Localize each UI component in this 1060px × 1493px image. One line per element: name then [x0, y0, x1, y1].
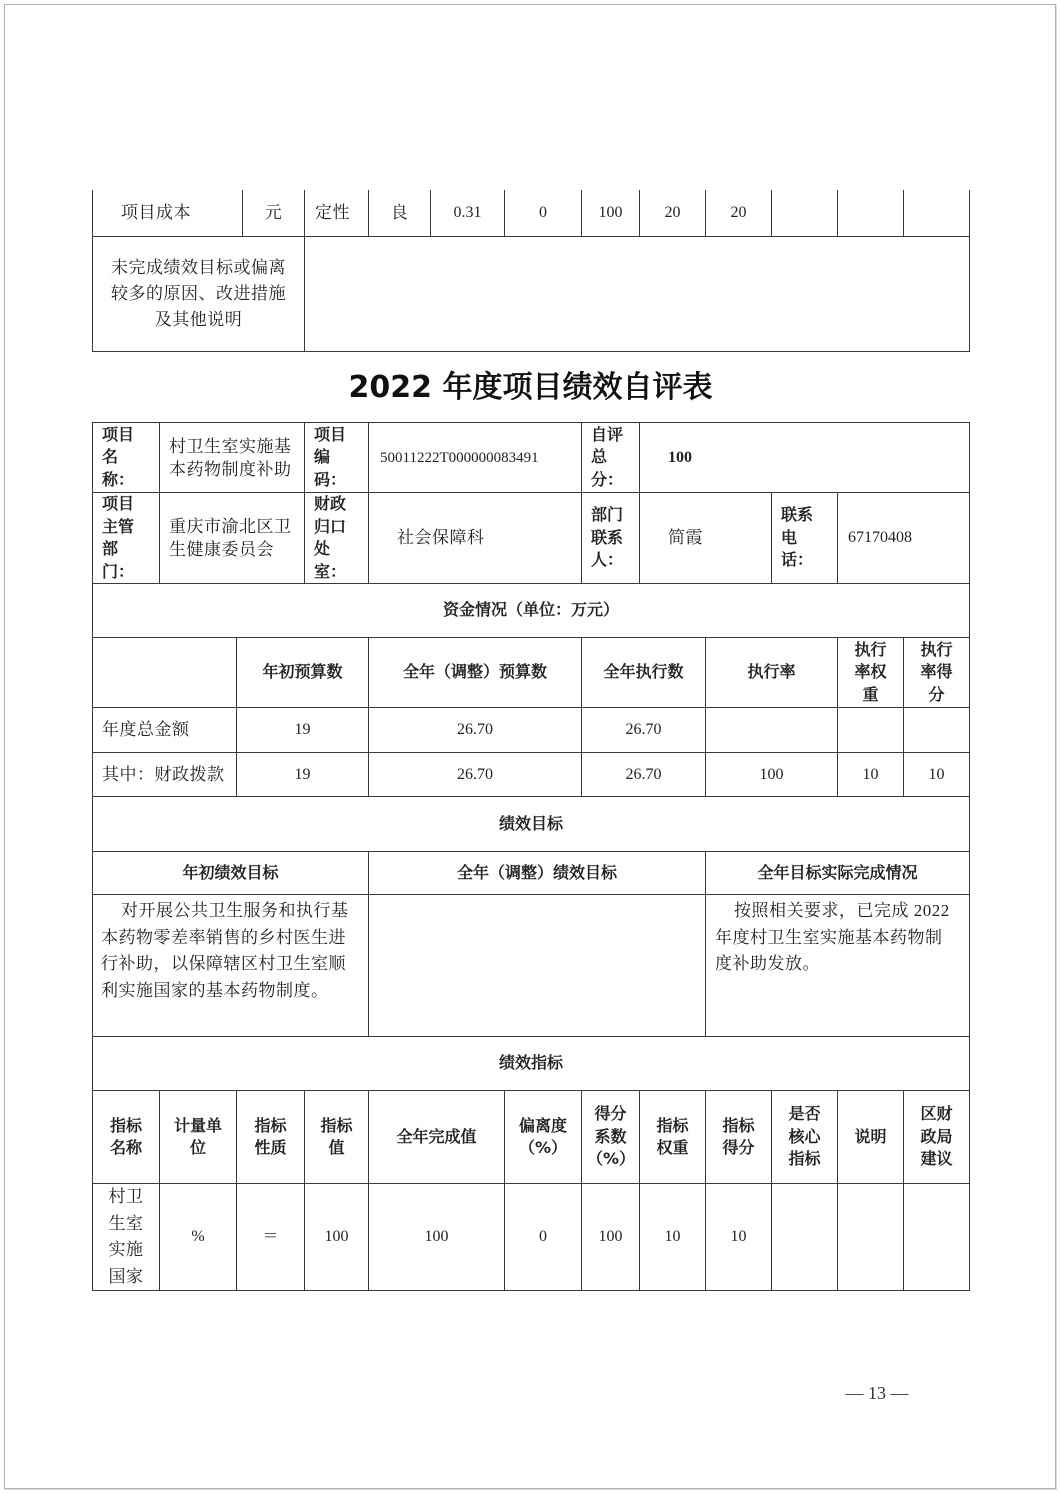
indicator-header-nature: 指标性质	[237, 1091, 305, 1184]
table-row	[93, 1184, 970, 1291]
project-name-label: 项目名称：	[93, 423, 160, 493]
score-coefficient-cell: 100	[582, 190, 640, 236]
page-number: — 13 —	[845, 1383, 909, 1403]
contact-person-label: 部门联系人：	[582, 493, 640, 584]
phone-label: 联系电话：	[772, 493, 838, 584]
indicator-header-weight: 指标权重	[640, 1091, 706, 1184]
deviation-reason-value	[305, 236, 970, 351]
finance-suggestion-cell	[904, 190, 970, 236]
indicator-header-core: 是否核心指标	[772, 1091, 838, 1184]
funds-rate-score-cell: 10	[904, 753, 970, 797]
indicator-header-deviation: 偏离度（%）	[505, 1091, 582, 1184]
indicator-unit-cell: %	[160, 1184, 237, 1291]
goals-section-title: 绩效目标	[93, 797, 970, 852]
goals-header-row	[93, 852, 970, 895]
indicator-deviation-cell: 0	[505, 1184, 582, 1291]
goals-actual-text: 按照相关要求，已完成 2022 年度村卫生室实施基本药物制度补助发放。	[706, 895, 970, 1037]
project-name-value: 村卫生室实施基本药物制度补助	[160, 423, 305, 493]
deviation-reason-label: 未完成绩效目标或偏离较多的原因、改进措施及其他说明	[93, 236, 305, 351]
department-value: 重庆市渝北区卫生健康委员会	[160, 493, 305, 584]
section-header-row	[93, 584, 970, 638]
weight-cell: 20	[640, 190, 706, 236]
table-row	[93, 190, 970, 236]
funds-adjusted-cell: 26.70	[369, 753, 582, 797]
indicator-header-suggestion: 区财政局建议	[904, 1091, 970, 1184]
indicator-name-cell: 村卫生室实施国家	[93, 1184, 160, 1291]
finance-office-label: 财政归口处室：	[305, 493, 369, 584]
indicator-actual-cell: 100	[369, 1184, 505, 1291]
finance-office-value: 社会保障科	[369, 493, 582, 584]
section-header-row	[93, 1037, 970, 1091]
goals-content-row	[93, 895, 970, 1037]
self-evaluation-table	[92, 422, 970, 1291]
funds-rate-score-cell	[904, 708, 970, 753]
actual-value-cell: 0.31	[431, 190, 505, 236]
funds-executed-cell: 26.70	[582, 708, 706, 753]
funds-header-initial: 年初预算数	[237, 638, 369, 708]
indicator-header-remark: 说明	[838, 1091, 904, 1184]
goals-header-adjusted: 全年（调整）绩效目标	[369, 852, 706, 895]
unit-cell: 元	[243, 190, 305, 236]
funds-header-rate-score: 执行率得分	[904, 638, 970, 708]
funds-header-executed: 全年执行数	[582, 638, 706, 708]
funds-row-label: 年度总金额	[93, 708, 237, 753]
target-value-cell: 良	[369, 190, 431, 236]
funds-header-rate: 执行率	[706, 638, 838, 708]
funds-corner-cell	[93, 638, 237, 708]
table-row	[93, 236, 970, 351]
indicator-nature-cell: ＝	[237, 1184, 305, 1291]
goals-header-actual: 全年目标实际完成情况	[706, 852, 970, 895]
funds-rate-cell: 100	[706, 753, 838, 797]
department-label: 项目主管部门：	[93, 493, 160, 584]
funds-rate-cell	[706, 708, 838, 753]
project-code-value: 50011222T000000083491	[369, 423, 582, 493]
funds-header-rate-weight: 执行率权重	[838, 638, 904, 708]
funds-rate-weight-cell: 10	[838, 753, 904, 797]
funds-adjusted-cell: 26.70	[369, 708, 582, 753]
previous-indicator-table	[92, 190, 970, 352]
table-row	[93, 708, 970, 753]
indicator-core-cell	[772, 1184, 838, 1291]
self-score-value: 100	[640, 423, 970, 493]
self-score-label: 自评总分：	[582, 423, 640, 493]
indicator-header-target: 指标值	[305, 1091, 369, 1184]
goals-header-initial: 年初绩效目标	[93, 852, 369, 895]
funds-executed-cell: 26.70	[582, 753, 706, 797]
funds-rate-weight-cell	[838, 708, 904, 753]
nature-cell: 定性	[305, 190, 369, 236]
funds-section-title: 资金情况（单位：万元）	[93, 584, 970, 638]
indicator-header-name: 指标名称	[93, 1091, 160, 1184]
indicator-target-cell: 100	[305, 1184, 369, 1291]
indicator-suggestion-cell	[904, 1184, 970, 1291]
section-header-row	[93, 797, 970, 852]
funds-header-row	[93, 638, 970, 708]
indicator-weight-cell: 10	[640, 1184, 706, 1291]
funds-header-adjusted: 全年（调整）预算数	[369, 638, 582, 708]
page-title: 2022 年度项目绩效自评表	[348, 370, 713, 405]
goals-adjusted-text	[369, 895, 706, 1037]
indicator-header-coefficient: 得分系数（%）	[582, 1091, 640, 1184]
indicator-score-cell: 10	[706, 1184, 772, 1291]
phone-value: 67170408	[838, 493, 970, 584]
indicators-header-row	[93, 1091, 970, 1184]
funds-row-label: 其中：财政拨款	[93, 753, 237, 797]
score-cell: 20	[706, 190, 772, 236]
indicator-header-unit: 计量单位	[160, 1091, 237, 1184]
indicator-remark-cell	[838, 1184, 904, 1291]
indicator-header-actual: 全年完成值	[369, 1091, 505, 1184]
project-info-row	[93, 423, 970, 493]
indicator-header-score: 指标得分	[706, 1091, 772, 1184]
indicator-coefficient-cell: 100	[582, 1184, 640, 1291]
remark-cell	[838, 190, 904, 236]
contact-person-value: 简霞	[640, 493, 772, 584]
table-row	[93, 753, 970, 797]
indicators-section-title: 绩效指标	[93, 1037, 970, 1091]
deviation-cell: 0	[505, 190, 582, 236]
funds-initial-cell: 19	[237, 753, 369, 797]
funds-initial-cell: 19	[237, 708, 369, 753]
project-code-label: 项目编码：	[305, 423, 369, 493]
indicator-name-cell: 项目成本	[93, 190, 243, 236]
goals-initial-text: 对开展公共卫生服务和执行基本药物零差率销售的乡村医生进行补助，以保障辖区村卫生室顺利实施国家的基本药物制度。	[93, 895, 369, 1037]
core-indicator-cell	[772, 190, 838, 236]
department-info-row	[93, 493, 970, 584]
